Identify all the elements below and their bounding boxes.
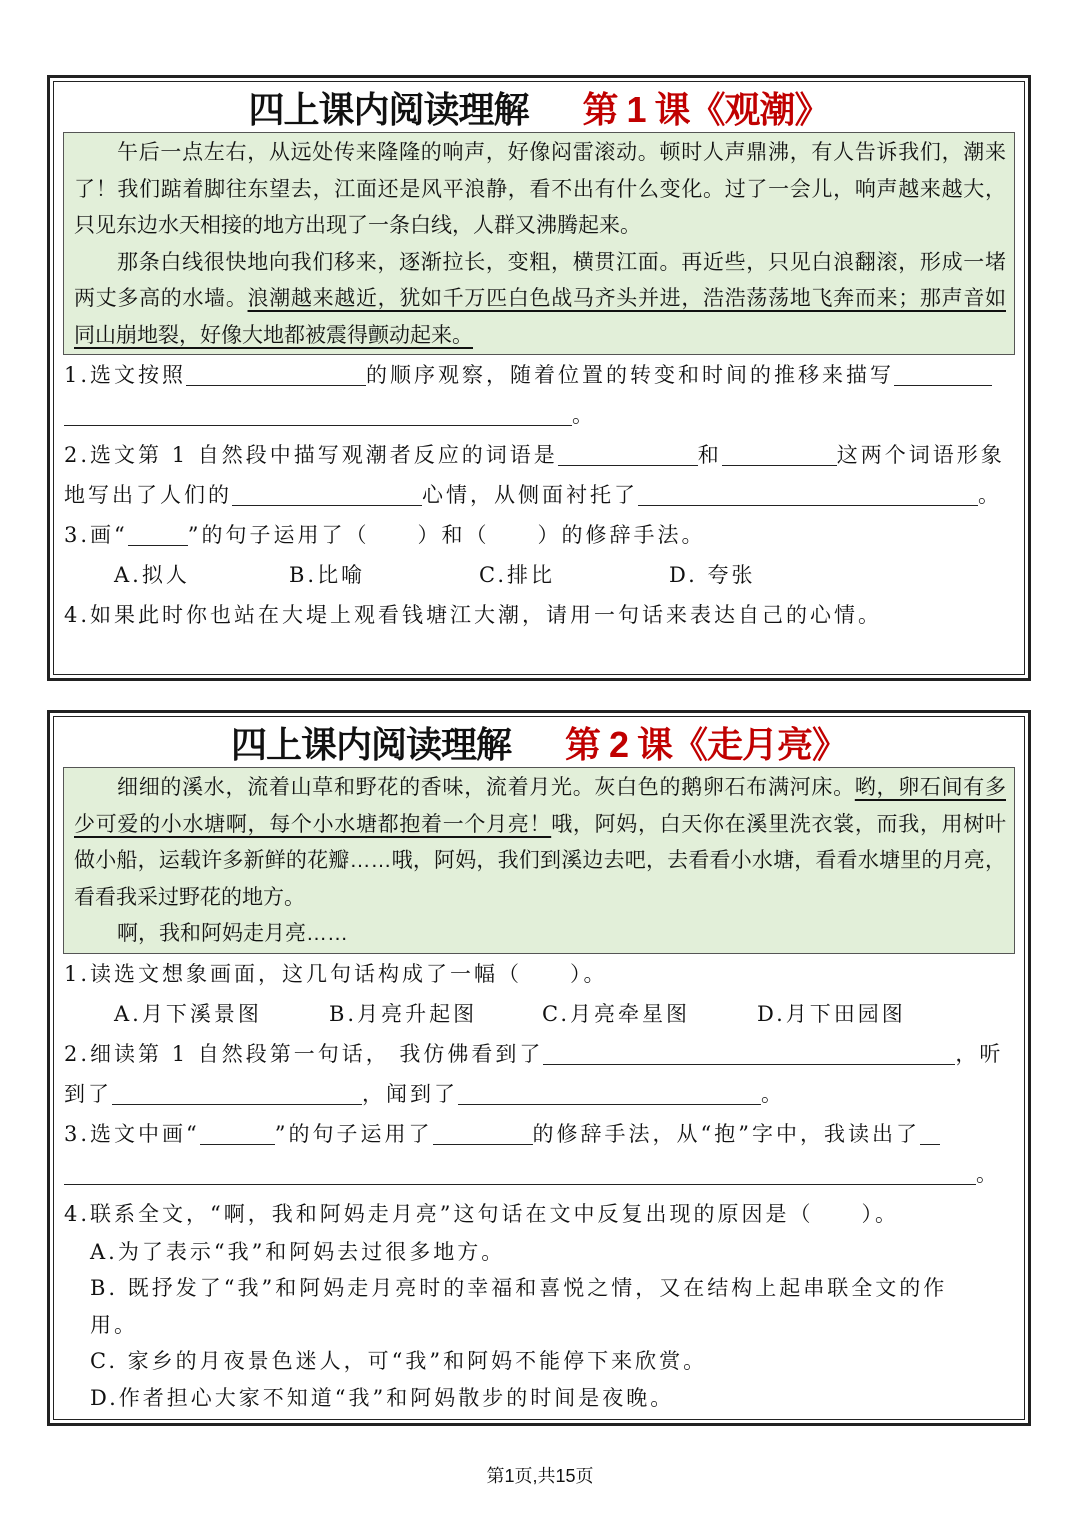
question-1-cont (64, 395, 1014, 435)
option-a[interactable]: A.拟人 (114, 563, 190, 587)
questions (64, 355, 1014, 635)
passage-line: 啊，我和阿妈走月亮…… (117, 922, 348, 945)
passage-line: 做小船，运载许多新鲜的花瓣……哦，阿妈，我们到溪边去吧，去看看小水塘，看看水塘里的月亮， (74, 849, 1006, 872)
answer-blank[interactable] (543, 1039, 955, 1065)
q-text: ”的句子运用了 (274, 1121, 433, 1146)
option-c[interactable]: C.排比 (479, 563, 555, 587)
q-text: 到了 (64, 1081, 112, 1106)
questions (64, 954, 1014, 1417)
title-main: 四上课内阅读理解 (248, 88, 529, 130)
answer-blank[interactable] (433, 1119, 533, 1145)
passage-text: 哦，阿妈，白天你在溪里洗衣裳，而我，用树叶 (551, 812, 1006, 836)
q-text: 心情，从侧面衬托了 (422, 483, 638, 507)
question-4: 4.如果此时你也站在大堤上观看钱塘江大潮，请用一句话来表达自己的心情。 (64, 603, 883, 627)
answer-blank[interactable] (64, 1159, 976, 1185)
question-2 (64, 435, 1014, 475)
passage-line (74, 281, 1006, 318)
question-3 (64, 515, 1014, 555)
question-2-cont (64, 475, 1014, 515)
passage-line (74, 807, 1006, 844)
title-lesson: 第 1 课《观潮》 (582, 88, 830, 130)
title-lesson: 第 2 课《走月亮》 (564, 723, 848, 765)
page-number: 第1页,共15页 (486, 1466, 594, 1486)
q-text: 这两个词语形象 (836, 443, 1005, 467)
question-4: 4.联系全文，“啊，我和阿妈走月亮”这句话在文中反复出现的原因是（ ）。 (64, 1201, 900, 1226)
answer-blank[interactable] (64, 400, 572, 426)
lesson-2-section (47, 710, 1031, 1426)
reading-passage (63, 132, 1015, 355)
answer-blank[interactable] (186, 360, 366, 386)
question-1 (64, 355, 1014, 395)
option-d[interactable]: D.月下田园图 (757, 1001, 906, 1026)
answer-blank[interactable] (894, 360, 992, 386)
answer-blank[interactable] (558, 440, 698, 466)
option-d[interactable]: D.作者担心大家不知道“我”和阿妈散步的时间是夜晚。 (90, 1385, 675, 1410)
q-text: 的顺序观察，随着位置的转变和时间的推移来描写 (366, 363, 895, 387)
question-2-cont (64, 1074, 1014, 1114)
lesson-1-title (54, 82, 1024, 132)
option-c[interactable]: C.月亮牵星图 (542, 1001, 690, 1026)
reading-passage (63, 767, 1015, 954)
q-text: 地写出了人们的 (64, 483, 232, 507)
question-3-options (64, 555, 1014, 595)
q-text: 1.选文按照 (64, 363, 187, 387)
answer-blank[interactable] (920, 1119, 940, 1145)
passage-text: 两丈多高的水墙。 (74, 287, 248, 310)
passage-line: 只见东边水天相接的地方出现了一条白线，人群又沸腾起来。 (74, 214, 641, 237)
q-text: 3.画“ (64, 523, 128, 547)
answer-blank[interactable] (128, 520, 188, 546)
underlined-sentence: 浪潮越来越近，犹如千万匹白色战马齐头并进，浩浩荡荡地飞奔而来；那声音如 (247, 287, 1006, 310)
q-text: 。 (761, 1081, 785, 1106)
option-b[interactable]: B.比喻 (289, 563, 366, 587)
q-text: 。 (976, 1161, 1000, 1186)
q-text: 3.选文中画“ (64, 1121, 200, 1146)
question-3-cont (64, 1154, 1014, 1194)
option-c[interactable]: C. 家乡的月夜景色迷人，可“我”和阿妈不能停下来欣赏。 (90, 1349, 708, 1373)
passage-line (74, 770, 1006, 807)
passage-line: 那条白线很快地向我们移来，逐渐拉长，变粗，横贯江面。再近些，只见白浪翻滚，形成一堵 (117, 250, 1006, 274)
passage-line: 了！我们踮着脚往东望去，江面还是风平浪静，看不出有什么变化。过了一会儿，响声越来越大， (74, 177, 1006, 201)
passage-text: 细细的溪水，流着山草和野花的香味，流着月光。灰白色的鹅卵石布满河床。 (117, 776, 855, 799)
underlined-sentence: 少可爱的小水塘啊，每个小水塘都抱着一个月亮！ (74, 812, 552, 836)
option-a[interactable]: A.为了表示“我”和阿妈去过很多地方。 (90, 1239, 506, 1264)
option-b[interactable]: B.月亮升起图 (329, 1001, 478, 1026)
q-text: 和 (697, 443, 722, 467)
answer-blank[interactable] (232, 480, 422, 506)
option-b-cont: 用。 (90, 1312, 138, 1337)
q-text: ，听 (955, 1041, 1004, 1066)
q-text: ”的句子运用了（ ）和（ ）的修辞手法。 (187, 523, 706, 547)
question-1-options (64, 994, 1014, 1034)
question-2 (64, 1034, 1014, 1074)
option-b[interactable]: B. 既抒发了“我”和阿妈走月亮时的幸福和喜悦之情，又在结构上起串联全文的作 (90, 1276, 948, 1300)
answer-blank[interactable] (722, 440, 837, 466)
q-text: ，闻到了 (362, 1081, 458, 1106)
question-1: 1.读选文想象画面，这几句话构成了一幅（ ）。 (64, 961, 608, 986)
lesson-1-section (47, 75, 1031, 681)
answer-blank[interactable] (638, 480, 978, 506)
passage-line (74, 318, 1006, 355)
answer-blank[interactable] (458, 1079, 761, 1105)
option-a[interactable]: A.月下溪景图 (114, 1001, 262, 1026)
passage-line: 看看我采过野花的地方。 (74, 885, 305, 909)
q-text: 2.细读第 1 自然段第一句话， 我仿佛看到了 (64, 1041, 544, 1066)
passage-line: 午后一点左右，从远处传来隆隆的响声，好像闷雷滚动。顿时人声鼎沸，有人告诉我们，潮来 (117, 141, 1006, 164)
q-text: 。 (572, 403, 596, 427)
q-text: 。 (978, 483, 1002, 507)
q-text: 2.选文第 1 自然段中描写观潮者反应的词语是 (64, 443, 558, 467)
answer-blank[interactable] (200, 1119, 275, 1145)
lesson-2-title (54, 717, 1024, 767)
q-text: 的修辞手法，从“抱”字中，我读出了 (532, 1121, 921, 1146)
question-3 (64, 1114, 1014, 1154)
option-d[interactable]: D. 夸张 (669, 563, 756, 587)
title-main: 四上课内阅读理解 (230, 723, 511, 765)
underlined-sentence: 哟，卵石间有多 (854, 776, 1006, 799)
underlined-sentence: 同山崩地裂，好像大地都被震得颤动起来。 (74, 323, 473, 347)
answer-blank[interactable] (112, 1079, 362, 1105)
